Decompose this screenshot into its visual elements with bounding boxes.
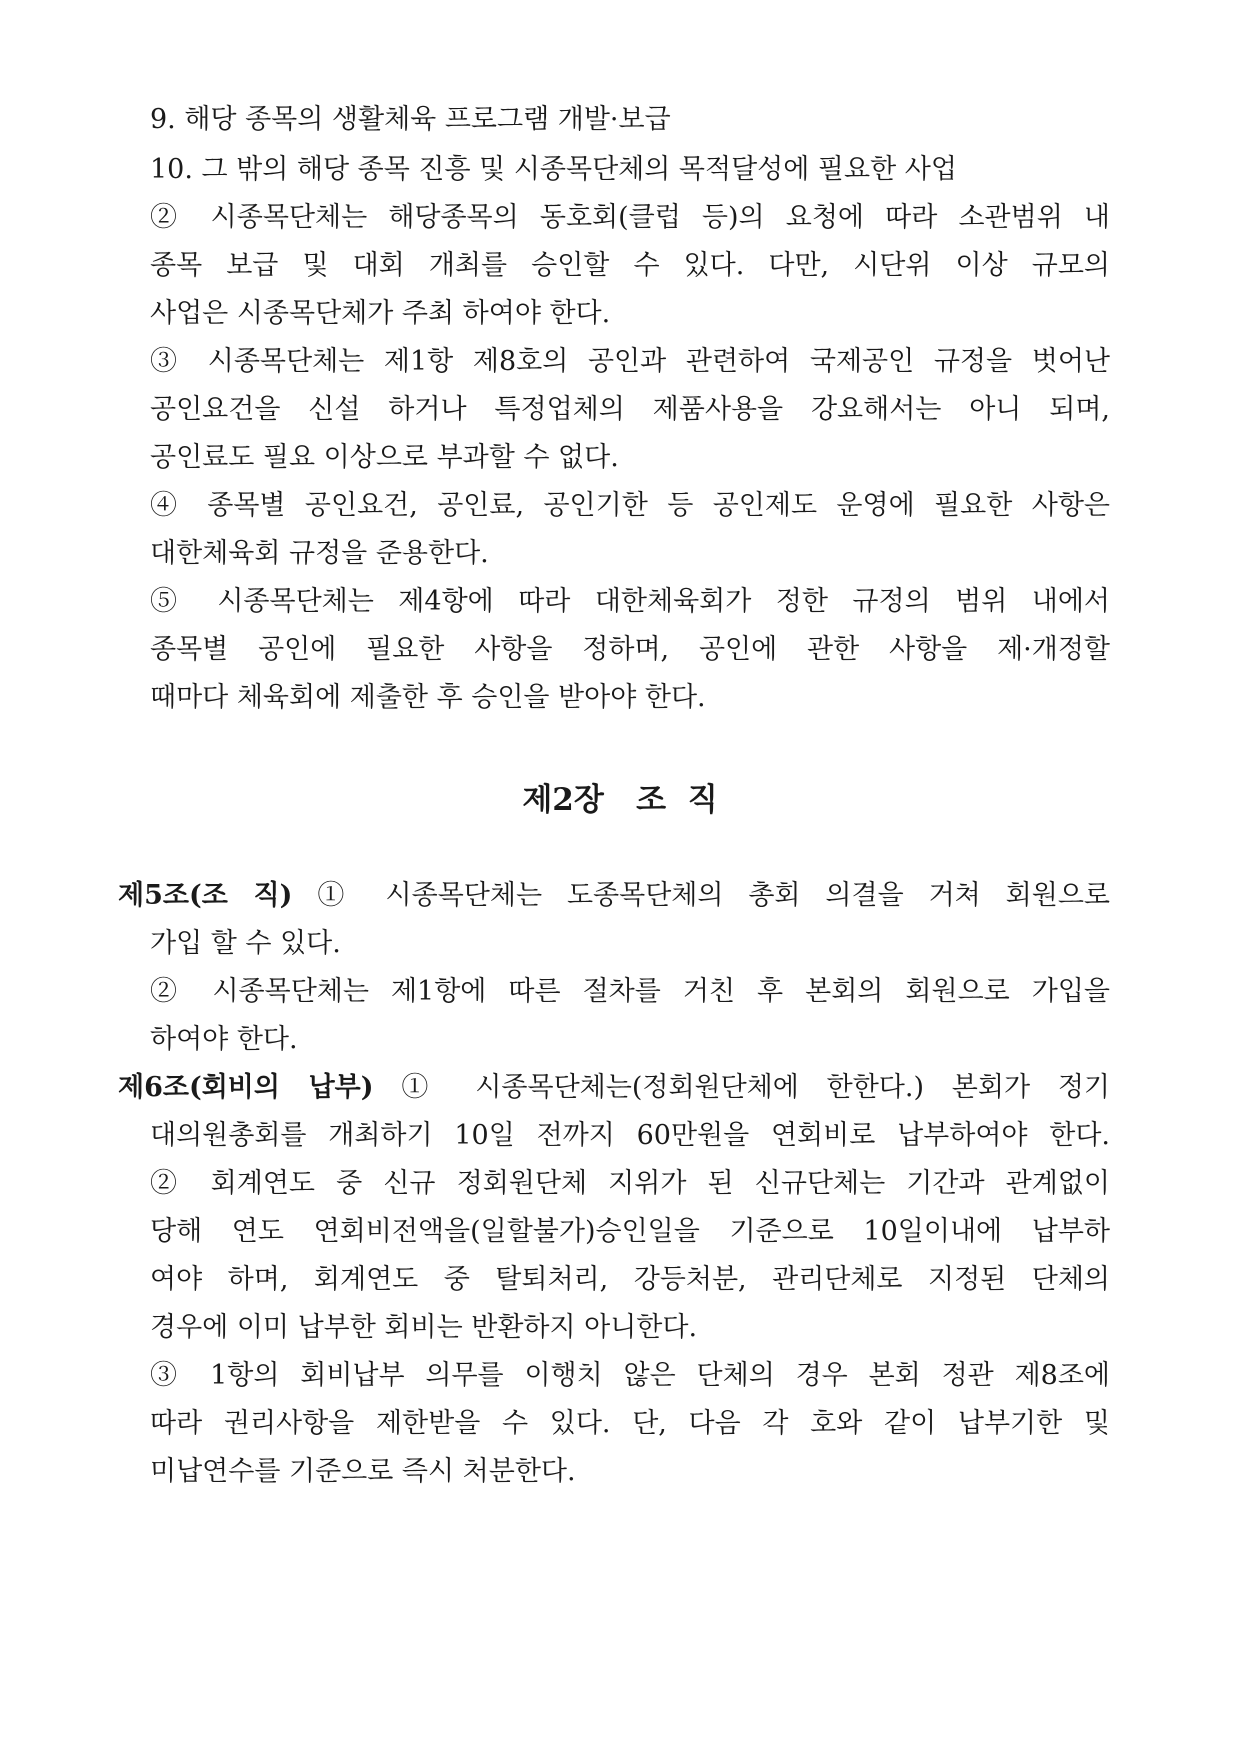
paragraph-line: 경우에 이미 납부한 회비는 반환하지 아니한다. xyxy=(150,1312,698,1343)
paragraph-line: 공인료도 필요 이상으로 부과할 수 없다. xyxy=(150,442,619,473)
article-5-first-line xyxy=(118,876,1110,916)
paragraph-line: 대의원총회를 개최하기 10일 전까지 60만원을 연회비로 납부하여야 한다. xyxy=(150,1120,1110,1151)
paragraph-line: ② 시종목단체는 해당종목의 동호회(클럽 등)의 요청에 따라 소관범위 내 xyxy=(150,202,1110,233)
paragraph-line: 여야 하며, 회계연도 중 탈퇴처리, 강등처분, 관리단체로 지정된 단체의 xyxy=(150,1264,1110,1295)
chapter-title: 제2장 조 직 xyxy=(522,782,718,818)
paragraph-line: 종목 보급 및 대회 개최를 승인할 수 있다. 다만, 시단위 이상 규모의 xyxy=(150,250,1110,281)
paragraph-line: 미납연수를 기준으로 즉시 처분한다. xyxy=(150,1456,576,1487)
paragraph-line: ② 시종목단체는 제1항에 따른 절차를 거친 후 본회의 회원으로 가입을 xyxy=(150,976,1110,1007)
paragraph-line: ③ 시종목단체는 제1항 제8호의 공인과 관련하여 국제공인 규정을 벗어난 xyxy=(150,346,1110,377)
paragraph-line: 대한체육회 규정을 준용한다. xyxy=(150,538,489,569)
article-6-text: ① 시종목단체는(정회원단체에 한한다.) 본회가 정기 xyxy=(401,1072,1110,1103)
article-6-heading: 제6조(회비의 납부) xyxy=(118,1072,374,1103)
list-item-10: 10. 그 밖의 해당 종목 진흥 및 시종목단체의 목적달성에 필요한 사업 xyxy=(150,154,957,185)
article-6-first-line xyxy=(118,1068,1110,1108)
paragraph-line: ⑤ 시종목단체는 제4항에 따라 대한체육회가 정한 규정의 범위 내에서 xyxy=(150,586,1110,617)
paragraph-line: 따라 권리사항을 제한받을 수 있다. 단, 다음 각 호와 같이 납부기한 및 xyxy=(150,1408,1110,1439)
list-item-9: 9. 해당 종목의 생활체육 프로그램 개발·보급 xyxy=(150,104,671,135)
paragraph-line: 사업은 시종목단체가 주최 하여야 한다. xyxy=(150,298,611,329)
paragraph-line: 공인요건을 신설 하거나 특정업체의 제품사용을 강요해서는 아니 되며, xyxy=(150,394,1110,425)
paragraph-line: 하여야 한다. xyxy=(150,1024,298,1055)
article-5-heading: 제5조(조 직) xyxy=(118,880,293,911)
paragraph-line: ④ 종목별 공인요건, 공인료, 공인기한 등 공인제도 운영에 필요한 사항은 xyxy=(150,490,1110,521)
paragraph-line: ③ 1항의 회비납부 의무를 이행치 않은 단체의 경우 본회 정관 제8조에 xyxy=(150,1360,1110,1391)
paragraph-line: 때마다 체육회에 제출한 후 승인을 받아야 한다. xyxy=(150,682,706,713)
paragraph-line: ② 회계연도 중 신규 정회원단체 지위가 된 신규단체는 기간과 관계없이 xyxy=(150,1168,1110,1199)
paragraph-line: 가입 할 수 있다. xyxy=(150,928,341,959)
article-5-text: ① 시종목단체는 도종목단체의 총회 의결을 거쳐 회원으로 xyxy=(317,880,1110,911)
paragraph-line: 종목별 공인에 필요한 사항을 정하며, 공인에 관한 사항을 제·개정할 xyxy=(150,634,1110,665)
paragraph-line: 당해 연도 연회비전액을(일할불가)승인일을 기준으로 10일이내에 납부하 xyxy=(150,1216,1110,1247)
